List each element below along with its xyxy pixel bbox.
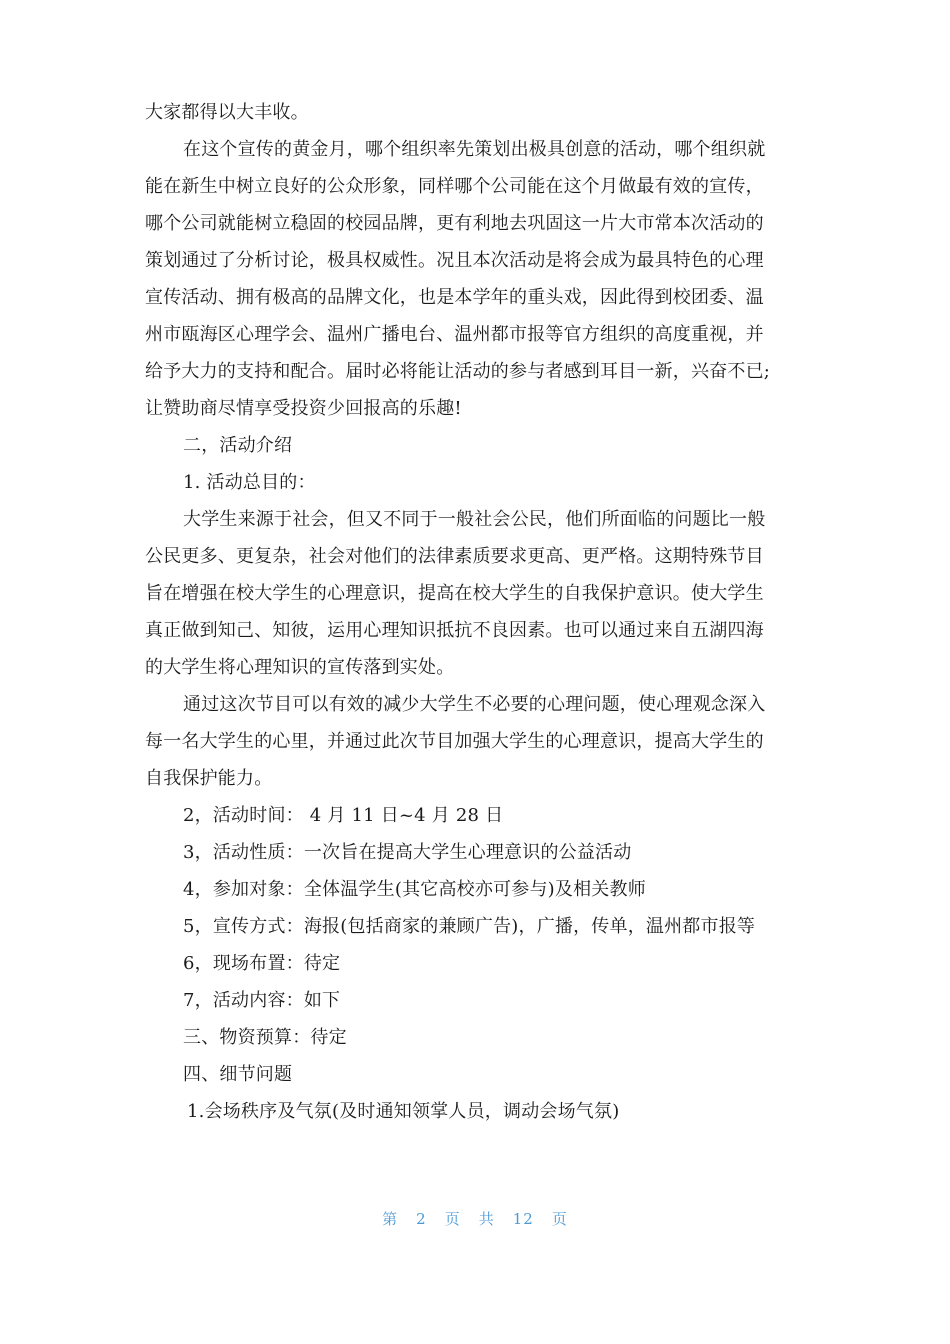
text-line: 自我保护能力。 bbox=[145, 768, 273, 789]
page-label: 页 bbox=[551, 1210, 568, 1228]
list-item: 5，宣传方式：海报(包括商家的兼顾广告)，广播，传单，温州都市报等 bbox=[183, 916, 756, 937]
total-pages-number: 12 bbox=[512, 1210, 534, 1228]
subsection-heading: 1. 活动总目的： bbox=[183, 472, 316, 493]
text-line: 州市瓯海区心理学会、温州广播电台、温州都市报等官方组织的高度重视，并 bbox=[145, 324, 764, 345]
page-footer bbox=[0, 1208, 950, 1229]
list-item: 2，活动时间： 4 月 11 日~4 月 28 日 bbox=[183, 805, 504, 826]
text-line: 大学生来源于社会，但又不同于一般社会公民，他们所面临的问题比一般 bbox=[183, 509, 766, 530]
page-label: 第 bbox=[382, 1210, 399, 1228]
list-item: 6，现场布置：待定 bbox=[183, 953, 341, 974]
text-line: 给予大力的支持和配合。届时必将能让活动的参与者感到耳目一新，兴奋不已; bbox=[145, 361, 771, 382]
section-heading: 四、细节问题 bbox=[183, 1064, 293, 1085]
list-item: 4，参加对象：全体温学生(其它高校亦可参与)及相关教师 bbox=[183, 879, 646, 900]
list-item: 7，活动内容：如下 bbox=[183, 990, 341, 1011]
text-line: 大家都得以大丰收。 bbox=[145, 102, 309, 123]
text-line: 真正做到知己、知彼，运用心理知识抵抗不良因素。也可以通过来自五湖四海 bbox=[145, 620, 764, 641]
section-heading: 三、物资预算：待定 bbox=[183, 1027, 347, 1048]
section-heading: 二，活动介绍 bbox=[183, 435, 293, 456]
text-line: 策划通过了分析讨论，极具权威性。况且本次活动是将会成为最具特色的心理 bbox=[145, 250, 764, 271]
text-line: 在这个宣传的黄金月，哪个组织率先策划出极具创意的活动，哪个组织就 bbox=[183, 139, 766, 160]
text-line: 能在新生中树立良好的公众形象，同样哪个公司能在这个月做最有效的宣传， bbox=[145, 176, 764, 197]
list-item: 1.会场秩序及气氛(及时通知领掌人员，调动会场气氛) bbox=[187, 1101, 620, 1122]
list-item: 3，活动性质：一次旨在提高大学生心理意识的公益活动 bbox=[183, 842, 632, 863]
text-line: 公民更多、更复杂，社会对他们的法律素质要求更高、更严格。这期特殊节目 bbox=[145, 546, 764, 567]
text-line: 旨在增强在校大学生的心理意识，提高在校大学生的自我保护意识。使大学生 bbox=[145, 583, 764, 604]
text-line: 让赞助商尽情享受投资少回报高的乐趣! bbox=[145, 398, 462, 419]
text-line: 通过这次节目可以有效的减少大学生不必要的心理问题，使心理观念深入 bbox=[183, 694, 766, 715]
document-body bbox=[145, 94, 810, 1130]
text-line: 每一名大学生的心里，并通过此次节目加强大学生的心理意识，提高大学生的 bbox=[145, 731, 764, 752]
current-page-number: 2 bbox=[416, 1210, 427, 1228]
text-line: 的大学生将心理知识的宣传落到实处。 bbox=[145, 657, 455, 678]
text-line: 哪个公司就能树立稳固的校园品牌，更有利地去巩固这一片大市常本次活动的 bbox=[145, 213, 764, 234]
text-line: 宣传活动、拥有极高的品牌文化，也是本学年的重头戏，因此得到校团委、温 bbox=[145, 287, 764, 308]
page-label: 页 bbox=[444, 1210, 461, 1228]
page-label: 共 bbox=[478, 1210, 495, 1228]
